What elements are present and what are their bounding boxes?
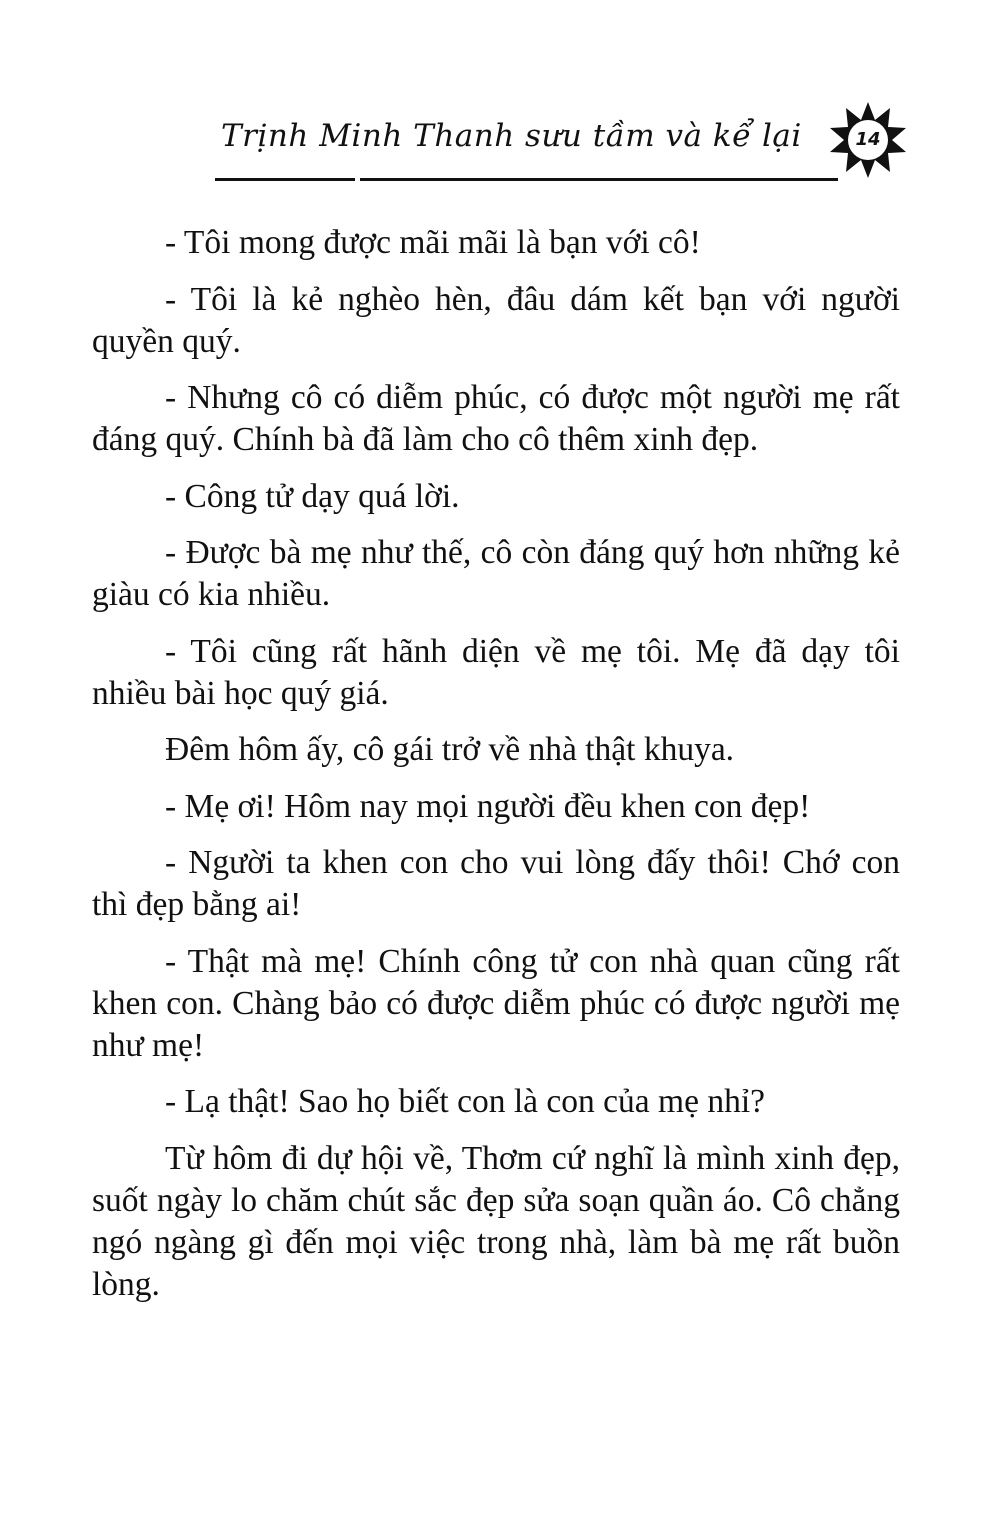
running-header [215, 110, 915, 170]
page-number-badge [828, 100, 908, 180]
paragraph: - Người ta khen con cho vui lòng đấy thôi! Chớ con thì đẹp bằng ai! [92, 844, 900, 923]
paragraph: - Công tử dạy quá lời. [165, 477, 460, 515]
header-rule-left [215, 178, 355, 181]
page-number: 14 [855, 129, 881, 150]
paragraph: - Tôi là kẻ nghèo hèn, đâu dám kết bạn với người quyền quý. [92, 280, 900, 360]
paragraph: Đêm hôm ấy, cô gái trở về nhà thật khuya. [165, 731, 735, 768]
header-rule-right [360, 178, 838, 181]
paragraph: - Được bà mẹ như thế, cô còn đáng quý hơn những kẻ giàu có kia nhiều. [92, 534, 900, 613]
paragraph: - Tôi mong được mãi mãi là bạn với cô! [165, 224, 701, 261]
paragraph: - Tôi cũng rất hãnh diện về mẹ tôi. Mẹ đã dạy tôi nhiều bài học quý giá. [92, 632, 900, 712]
header-title: Trịnh Minh Thanh sưu tầm và kể lại [221, 118, 802, 154]
paragraph: Từ hôm đi dự hội về, Thơm cứ nghĩ là mình xinh đẹp, suốt ngày lo chăm chút sắc đẹp sửa soạn quần áo. Cô chẳng ngó ngàng gì đến mọi việc trong nhà, làm bà mẹ rất buồn lòng. [92, 1139, 900, 1303]
paragraph: - Lạ thật! Sao họ biết con là con của mẹ nhỉ? [165, 1083, 765, 1120]
paragraph: - Nhưng cô có diễm phúc, có được một người mẹ rất đáng quý. Chính bà đã làm cho cô thêm xinh đẹp. [92, 379, 900, 458]
paragraph: - Thật mà mẹ! Chính công tử con nhà quan cũng rất khen con. Chàng bảo có được diễm phúc có được người mẹ như mẹ! [92, 942, 900, 1064]
page-body [92, 222, 900, 1320]
paragraph: - Mẹ ơi! Hôm nay mọi người đều khen con đẹp! [165, 787, 811, 825]
